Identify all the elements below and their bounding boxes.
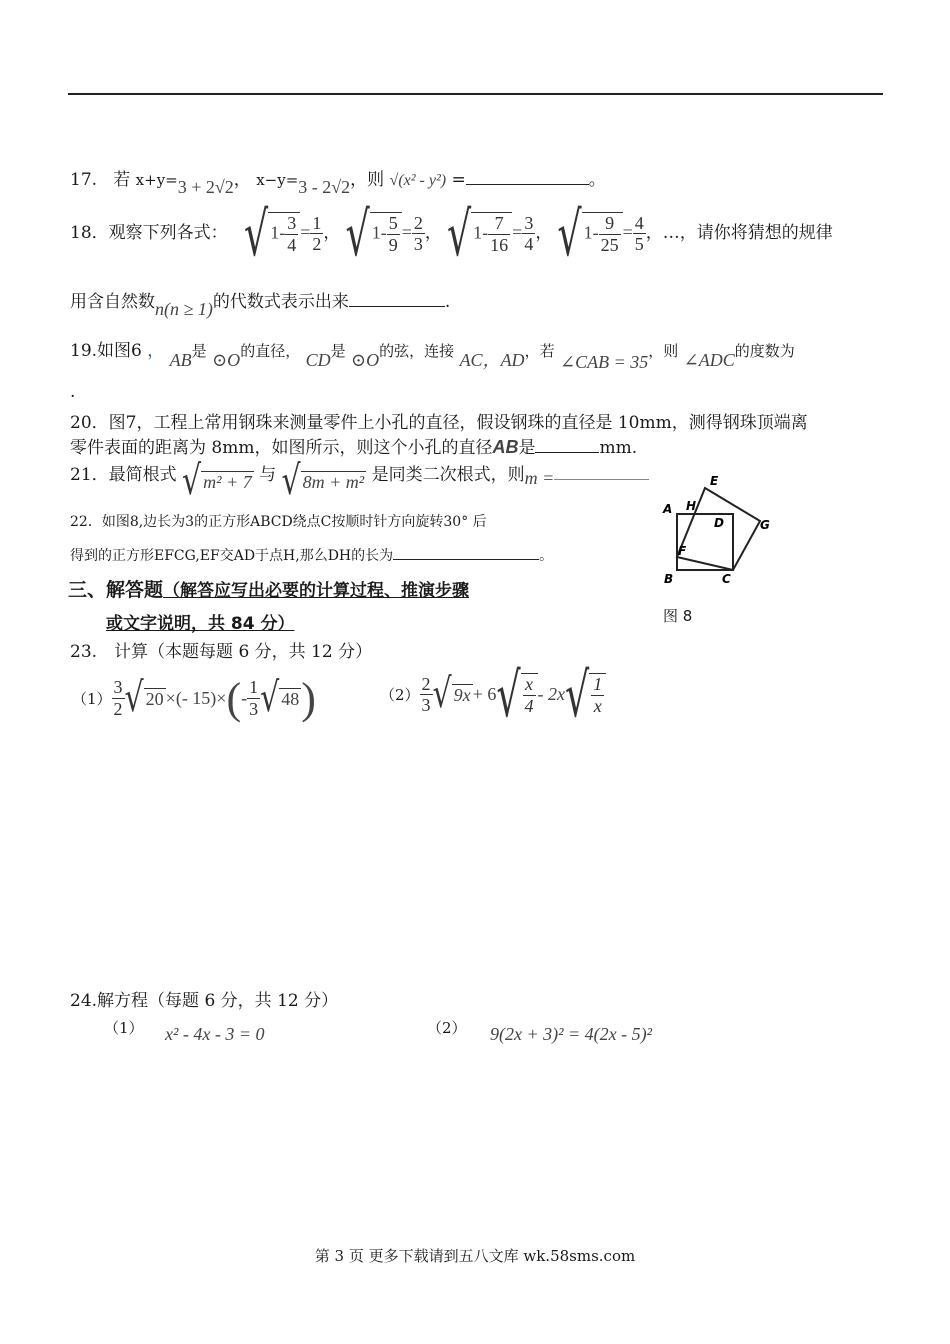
- equals: =: [512, 222, 523, 243]
- header-rule: [68, 93, 883, 95]
- q17-then: ，则: [350, 170, 385, 190]
- q22-answer-blank[interactable]: [393, 558, 539, 560]
- q18-formula-4: √ 1- $\frac{9}{25}$: [557, 212, 622, 255]
- q19-ab: AB: [169, 350, 192, 370]
- equals: =: [300, 222, 311, 243]
- q23-part2: （2） $\frac{2}{3}$ √ 9x + 6√ $\frac{x}{4}$ - 2x√ $\frac{1}{x}$: [380, 673, 606, 716]
- q19-angle: ∠CAB = 35: [559, 352, 649, 372]
- q18-tail: ，…，请你将猜想的规律: [645, 223, 833, 244]
- paren-open: (: [226, 674, 242, 723]
- frac-num: 3: [524, 212, 534, 233]
- frac-num: 7: [488, 213, 510, 235]
- q17-xmy-value: 3 - 2√2: [298, 177, 351, 197]
- question-21: [70, 457, 649, 505]
- frac-num: 1: [593, 674, 603, 694]
- q18-one-minus: 1-: [270, 222, 286, 243]
- q23-part1-label: （1）: [72, 690, 112, 708]
- q23-title: 23. 计算（本题每题 6 分，共 12 分）: [70, 642, 373, 662]
- q21-m: m =: [524, 468, 555, 488]
- frac-den: 3: [413, 234, 423, 255]
- q18-one-minus: 1-: [473, 222, 489, 243]
- frac-den: x: [593, 695, 602, 716]
- frac-num: 3: [113, 677, 123, 698]
- q18-line2-text2: 的代数式表示出来: [212, 292, 349, 312]
- frac-num: 1: [312, 212, 322, 233]
- q18-answer-blank[interactable]: [349, 305, 445, 307]
- question-18: [70, 218, 228, 243]
- q18-text: 18．观察下列各式：: [70, 223, 228, 243]
- label-e: E: [710, 474, 719, 488]
- q21-answer-blank[interactable]: [554, 478, 649, 480]
- q21-radical-1: √ m² + 7: [182, 457, 252, 505]
- q17-xpy-value: 3 + 2√2: [177, 177, 234, 197]
- q19-text2: 的弦，连接: [379, 342, 455, 360]
- q18-formula-2: √ 1- $\frac{5}{9}$: [345, 212, 401, 255]
- q19-ac-ad: AC，AD: [459, 350, 525, 370]
- frac-den: 2: [312, 234, 322, 255]
- frac-num: 3: [287, 213, 297, 233]
- frac-num: 4: [634, 212, 644, 233]
- frac-num: 5: [388, 213, 398, 233]
- equals: =: [401, 222, 412, 243]
- q17-xmy: x−y=: [256, 171, 299, 189]
- question-19: [70, 336, 885, 372]
- figure-8-diagram: [650, 472, 780, 602]
- q18-one-minus: 1-: [583, 222, 599, 243]
- frac-den: 4: [287, 234, 297, 255]
- equals: =: [622, 222, 633, 243]
- q19-cd: CD: [305, 350, 331, 370]
- q17-answer-blank[interactable]: [466, 183, 589, 185]
- q24-equation-1: x² - 4x - 3 = 0: [165, 1024, 265, 1044]
- q20-ab: AB: [492, 437, 519, 457]
- comma: ，: [424, 223, 442, 244]
- q18-line2-text: 用含自然数: [70, 292, 155, 312]
- q17-sep: ，: [233, 170, 251, 190]
- frac-den: 3: [421, 695, 431, 716]
- q19-text3: ，若: [524, 342, 555, 360]
- q19-circle-o: ⊙O: [212, 350, 241, 370]
- label-g: G: [760, 518, 770, 532]
- q18-formulas: [244, 198, 833, 269]
- q17-text: 若: [113, 170, 131, 190]
- q20-line1: 20．图7，工程上常用钢珠来测量零件上小孔的直径，假设钢珠的直径是 10mm，测得钢珠顶端离: [70, 413, 808, 433]
- section-3-title: 三、解答题: [68, 579, 164, 601]
- q21-text: 21．最简根式: [70, 465, 177, 485]
- q18-condition: n(n ≥ 1): [155, 299, 213, 319]
- plus-six: + 6: [472, 684, 497, 705]
- figure-8-caption: 图 8: [663, 607, 693, 625]
- q19-shi2: 是: [330, 342, 346, 360]
- page-footer: 第 3 页 更多下载请到五八文库 wk.58sms.com: [314, 1247, 636, 1265]
- label-c: C: [722, 572, 731, 586]
- radicand: 9x: [453, 684, 471, 705]
- q23-times: ×(- 15)×: [165, 688, 227, 708]
- q19-text4: ，则: [648, 342, 679, 360]
- radicand: 48: [281, 688, 300, 709]
- q20-unit: mm.: [599, 438, 638, 458]
- comma: ，: [323, 223, 341, 244]
- frac-den: 4: [524, 234, 534, 255]
- q20-shi: 是: [518, 438, 536, 458]
- radicand: 20: [145, 688, 164, 709]
- q18-formula-3: √ 1- $\frac{7}{16}$: [447, 212, 512, 255]
- q17-expression: √(x² - y²): [389, 172, 447, 189]
- minus-2x: - 2x: [537, 684, 566, 705]
- q21-yu: 与: [259, 465, 277, 485]
- q19-number: 19.如图6: [70, 341, 142, 361]
- q19-circle-o2: ⊙O: [351, 350, 380, 370]
- q22-line2: [70, 545, 553, 565]
- paren-close: ): [301, 674, 316, 723]
- frac-num: 1: [249, 677, 259, 698]
- frac-den: 16: [490, 234, 509, 255]
- label-d: D: [714, 516, 724, 530]
- q21-text2: 是同类二次根式，则: [371, 465, 525, 485]
- q18-formula-1: √ 1- $\frac{3}{4}$: [244, 212, 300, 255]
- q17-xpy: x+y=: [135, 171, 178, 189]
- q22-text: 得到的正方形EFCG,EF交AD于点H,那么DH的长为: [70, 548, 394, 564]
- section-3-note1: （解答应写出必要的计算过程、推演步骤: [163, 581, 470, 601]
- q18-end: .: [444, 292, 451, 312]
- q22-end: 。: [539, 548, 554, 564]
- label-f: F: [678, 544, 687, 558]
- section-3-heading: [68, 575, 469, 602]
- q20-text: 零件表面的距离为 8mm，如图所示，则这个小孔的直径: [70, 438, 493, 458]
- q17-end: 。: [588, 170, 606, 190]
- frac-num: 9: [599, 213, 621, 235]
- q19-text5: 的度数为: [734, 342, 795, 360]
- q24-part1-label: （1）: [104, 1019, 144, 1037]
- q19-text1: 的直径，: [240, 342, 301, 360]
- frac-den: 2: [113, 699, 123, 719]
- q21-radicand-1: m² + 7: [203, 471, 252, 492]
- frac-den: 9: [388, 234, 398, 255]
- q19-angle-adc: ∠ADC: [683, 350, 735, 370]
- q21-radicand-2: 8m + m²: [302, 471, 365, 492]
- q23-part2-label: （2）: [380, 686, 420, 705]
- q20-line2: [70, 433, 637, 458]
- q19-dot: .: [70, 382, 76, 402]
- q18-line2: [70, 287, 451, 319]
- minus: -: [241, 688, 248, 708]
- section-3-note2: 或文字说明，共 84 分）: [106, 614, 295, 634]
- label-a: A: [663, 502, 673, 516]
- q24-equation-2: 9(2x + 3)² = 4(2x - 5)²: [490, 1024, 653, 1044]
- comma: ，: [535, 223, 553, 244]
- frac-den: 25: [600, 234, 619, 255]
- q17-number: 17.: [70, 170, 98, 190]
- frac-den: 3: [249, 699, 259, 719]
- section-3-note-line2: [106, 609, 295, 634]
- q23-part1: （1） $\frac{3}{2}$ √ 20 ×(- 15)×(- $\frac{1}{3}$ √ 48): [72, 674, 316, 723]
- frac-num: x: [523, 674, 536, 696]
- q20-answer-blank[interactable]: [535, 451, 599, 453]
- q19-shi: 是: [191, 342, 207, 360]
- question-17: [70, 165, 606, 197]
- q24-title: 24.解方程（每题 6 分，共 12 分）: [70, 991, 339, 1011]
- q18-one-minus: 1-: [371, 222, 387, 243]
- q17-equals: =: [451, 170, 466, 190]
- frac-den: 5: [634, 234, 644, 255]
- q21-radical-2: √ 8m + m²: [281, 457, 365, 505]
- label-h: H: [686, 499, 697, 513]
- q22-line1: 22．如图8,边长为3的正方形ABCD绕点C按顺时针方向旋转30° 后: [70, 514, 487, 530]
- q19-comma: ，: [147, 341, 165, 361]
- frac-den: 4: [524, 695, 534, 716]
- frac-num: 2: [421, 673, 431, 694]
- label-b: B: [664, 572, 674, 586]
- frac-num: 2: [413, 212, 423, 233]
- q24-part2-label: （2）: [427, 1019, 467, 1037]
